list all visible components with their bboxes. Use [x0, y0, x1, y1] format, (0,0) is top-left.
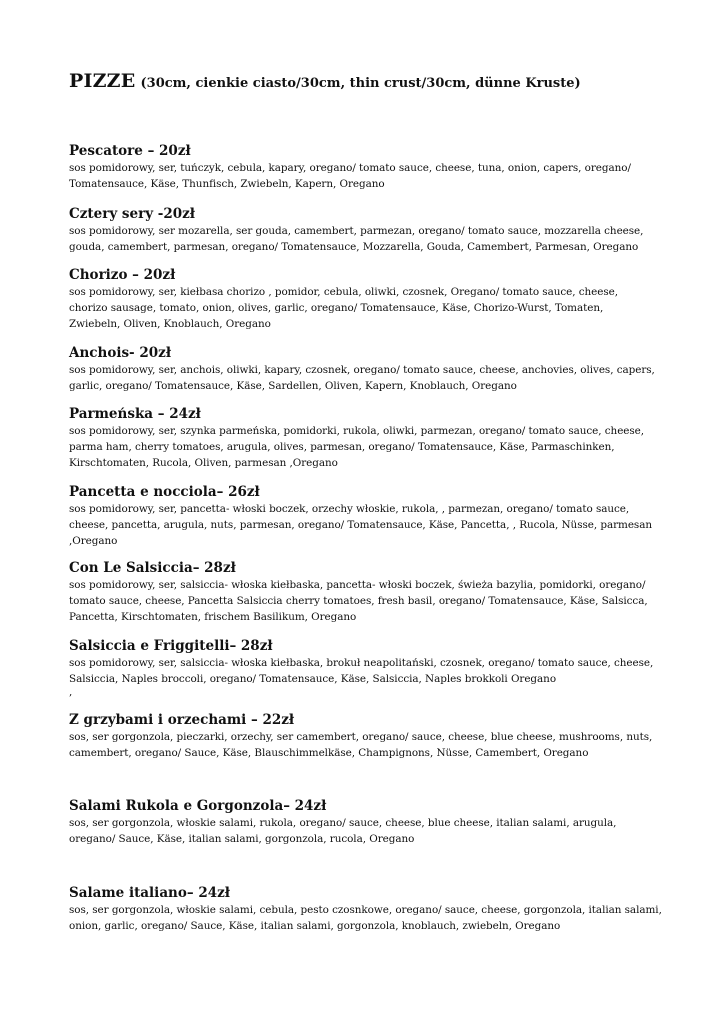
item-name: Anchois- 20zł	[69, 345, 172, 361]
item-name: Cztery sery -20zł	[69, 206, 195, 222]
item-name: Con Le Salsiccia– 28zł	[69, 560, 236, 576]
description-line: sos pomidorowy, ser, anchois, oliwki, kapary, czosnek, oregano/ tomato sauce, cheese, anchovies, olives, capers,	[69, 364, 655, 376]
item-name: Chorizo – 20zł	[69, 267, 176, 283]
description-line: sos pomidorowy, ser mozarella, ser gouda, camembert, parmezan, oregano/ tomato sauce, mozzarella cheese,	[69, 225, 644, 237]
item-description	[69, 729, 661, 761]
description-line: onion, garlic, oregano/ Sauce, Käse, italian salami, gorgonzola, knoblauch, zwiebeln, Oregano	[69, 920, 561, 932]
item-description	[69, 284, 661, 332]
item-description	[69, 902, 661, 934]
description-line: Salsiccia, Naples broccoli, oregano/ Tomatensauce, Käse, Salsiccia, Naples brokkoli Oregano	[69, 673, 557, 685]
menu-item-salame-italiano	[69, 884, 661, 934]
description-line: sos pomidorowy, ser, salsiccia- włoska kiełbaska, pancetta- włoski boczek, świeża bazylia, pomidorki, oregano/	[69, 579, 646, 591]
description-line: parma ham, cherry tomatoes, arugula, olives, parmesan, oregano/ Tomatensauce, Käse, Parmaschinken,	[69, 441, 615, 453]
menu-item-pescatore	[69, 142, 661, 192]
menu-item-anchois	[69, 344, 661, 394]
item-description	[69, 423, 661, 471]
item-name: Salsiccia e Friggitelli– 28zł	[69, 638, 273, 654]
description-line: sos, ser gorgonzola, pieczarki, orzechy, ser camembert, oregano/ sauce, cheese, blue cheese, mushrooms, nuts,	[69, 731, 653, 743]
description-line: camembert, oregano/ Sauce, Käse, Blauschimmelkäse, Champignons, Nüsse, Camembert, Oregano	[69, 747, 589, 759]
description-line: Pancetta, Kirschtomaten, frischem Basilikum, Oregano	[69, 611, 357, 623]
item-description	[69, 655, 661, 687]
description-line: tomato sauce, cheese, Pancetta Salsiccia cherry tomatoes, fresh basil, oregano/ Tomatensauce, Käse, Salsicca,	[69, 595, 648, 607]
description-line: garlic, oregano/ Tomatensauce, Käse, Sardellen, Oliven, Kapern, Knoblauch, Oregano	[69, 380, 517, 392]
item-name: Z grzybami i orzechami – 22zł	[69, 712, 295, 728]
menu-item-pancetta-e-nocciola	[69, 483, 661, 549]
description-line: ,Oregano	[69, 535, 118, 547]
description-line: sos, ser gorgonzola, włoskie salami, rukola, oregano/ sauce, cheese, blue cheese, italian salami, arugula,	[69, 817, 617, 829]
menu-item-chorizo	[69, 266, 661, 332]
description-line: Tomatensauce, Käse, Thunfisch, Zwiebeln, Kapern, Oregano	[69, 178, 385, 190]
description-line: cheese, pancetta, arugula, nuts, parmesan, oregano/ Tomatensauce, Käse, Pancetta, , Rucola, Nüsse, parmesan	[69, 519, 653, 531]
description-line: chorizo sausage, tomato, onion, olives, garlic, oregano/ Tomatensauce, Käse, Chorizo-Wurst, Tomaten,	[69, 302, 604, 314]
description-line: sos, ser gorgonzola, włoskie salami, cebula, pesto czosnkowe, oregano/ sauce, cheese, gorgonzola, italian salami,	[69, 904, 662, 916]
menu-item-salami-rukola-e-gorgonzola	[69, 797, 661, 847]
menu-item-parmenska	[69, 405, 661, 471]
menu-subtitle: (30cm, cienkie ciasto/30cm, thin crust/30cm, dünne Kruste)	[140, 76, 581, 91]
description-line: sos pomidorowy, ser, kiełbasa chorizo , pomidor, cebula, oliwki, czosnek, Oregano/ tomato sauce, cheese,	[69, 286, 618, 298]
description-line: Zwiebeln, Oliven, Knoblauch, Oregano	[69, 318, 271, 330]
menu-item-con-le-salsiccia	[69, 559, 661, 625]
item-description	[69, 223, 661, 255]
description-line: sos pomidorowy, ser, pancetta- włoski boczek, orzechy włoskie, rukola, , parmezan, oregano/ tomato sauce,	[69, 503, 630, 515]
item-description	[69, 577, 661, 625]
description-line: oregano/ Sauce, Käse, italian salami, gorgonzola, rucola, Oregano	[69, 833, 415, 845]
item-name: Salame italiano– 24zł	[69, 885, 230, 901]
stray-comma: ,	[69, 686, 73, 698]
page-title	[69, 68, 581, 97]
item-description	[69, 815, 661, 847]
description-line: sos pomidorowy, ser, salsiccia- włoska kiełbaska, brokuł neapolitański, czosnek, oregano/ tomato sauce, cheese,	[69, 657, 654, 669]
description-line: gouda, camembert, parmesan, oregano/ Tomatensauce, Mozzarella, Gouda, Camembert, Parmesan, Oregano	[69, 241, 639, 253]
menu-item-z-grzybami-i-orzechami	[69, 711, 661, 761]
menu-item-cztery-sery	[69, 205, 661, 255]
description-line: sos pomidorowy, ser, szynka parmeńska, pomidorki, rukola, oliwki, parmezan, oregano/ tomato sauce, cheese,	[69, 425, 645, 437]
item-description	[69, 362, 661, 394]
item-name: Pancetta e nocciola– 26zł	[69, 484, 260, 500]
menu-title: PIZZE	[69, 70, 136, 92]
item-description	[69, 501, 661, 549]
item-name: Pescatore – 20zł	[69, 143, 191, 159]
item-description	[69, 160, 661, 192]
item-name: Parmeńska – 24zł	[69, 406, 201, 422]
description-line: sos pomidorowy, ser, tuńczyk, cebula, kapary, oregano/ tomato sauce, cheese, tuna, onion, capers, oregano/	[69, 162, 631, 174]
description-line: Kirschtomaten, Rucola, Oliven, parmesan ,Oregano	[69, 457, 338, 469]
menu-item-salsiccia-e-friggitelli	[69, 637, 661, 687]
item-name: Salami Rukola e Gorgonzola– 24zł	[69, 798, 327, 814]
